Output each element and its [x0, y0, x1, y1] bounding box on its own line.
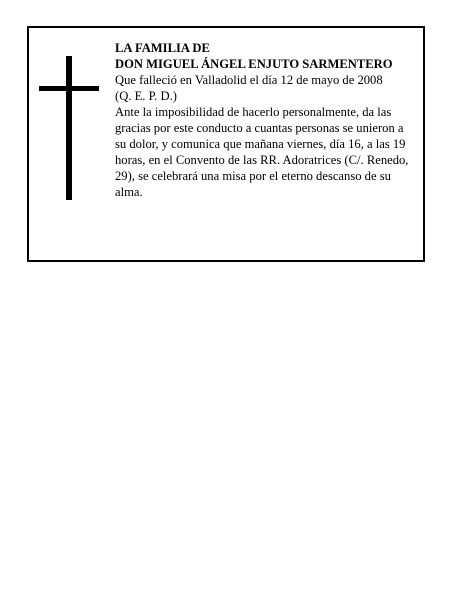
notice-text — [115, 40, 415, 200]
obituary-notice — [27, 26, 425, 262]
cross-horizontal-bar — [39, 86, 99, 91]
notice-body: Ante la imposibilidad de hacerlo personalmente, da las gracias por este conducto a cuantas personas se unieron a su dolor, y comunica que mañana viernes, día 16, a las 19 horas, en el Convento de las RR. Adoratrices (C/. Renedo, 29), se celebrará una misa por el eterno descanso de su alma. — [115, 105, 409, 199]
death-info: Que falleció en Valladolid el día 12 de mayo de 2008 — [115, 73, 383, 87]
rip-abbreviation: (Q. E. P. D.) — [115, 89, 177, 103]
cross-vertical-bar — [66, 56, 72, 200]
deceased-name: DON MIGUEL ÁNGEL ENJUTO SARMENTERO — [115, 57, 393, 71]
latin-cross-icon — [39, 56, 99, 200]
family-heading: LA FAMILIA DE — [115, 41, 210, 55]
